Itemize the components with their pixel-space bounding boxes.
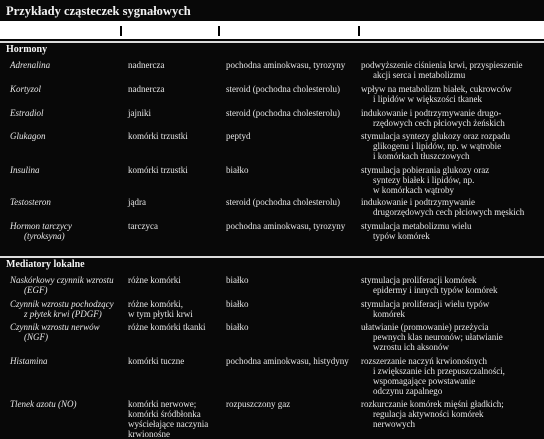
- cell-line: akcji serca i metabolizmu: [373, 70, 466, 80]
- molecule-name: [10, 60, 122, 70]
- chemical-type-cell: [226, 221, 360, 231]
- molecule-name: [10, 275, 122, 295]
- cell-line: pochodna aminokwasu, tyrozyny: [226, 221, 346, 231]
- cell-line: Glukagon: [10, 131, 46, 141]
- cell-line: indukowanie i podtrzymywanie: [361, 197, 475, 207]
- cell-line: Kortyzol: [10, 84, 42, 94]
- table-title: Przykłady cząsteczek sygnałowych: [6, 4, 191, 18]
- cell-line: Adrenalina: [10, 60, 51, 70]
- molecule-name: [10, 322, 122, 342]
- source-cell: [128, 322, 222, 332]
- cell-line: komórki trzustki: [128, 131, 188, 141]
- source-cell: [128, 165, 222, 175]
- cell-line: Hormon tarczycy: [10, 221, 72, 231]
- chemical-type-cell: [226, 299, 360, 309]
- molecule-name: [10, 356, 122, 366]
- cell-line: różne komórki: [128, 275, 181, 285]
- section-divider: [0, 256, 544, 258]
- cell-line: nadnercza: [128, 60, 165, 70]
- source-cell: [128, 221, 222, 231]
- cell-line: z płytek krwi (PDGF): [24, 309, 102, 319]
- cell-line: odczynu zapalnego: [373, 386, 443, 396]
- cell-line: Histamina: [10, 356, 48, 366]
- cell-line: Testosteron: [10, 197, 51, 207]
- cell-line: wzrostu ich aksonów: [373, 342, 449, 352]
- cell-line: typów komórek: [373, 231, 430, 241]
- cell-line: jądra: [128, 197, 146, 207]
- effect-cell: [361, 84, 541, 104]
- section-heading: Mediatory lokalne: [6, 259, 85, 270]
- cell-line: drugorzędowych cech płciowych męskich: [373, 207, 525, 217]
- molecule-name: [10, 399, 122, 409]
- cell-line: białko: [226, 322, 249, 332]
- cell-line: Naskórkowy czynnik wzrostu: [10, 275, 114, 285]
- cell-line: wpływ na metabolizm białek, cukrowców: [361, 84, 512, 94]
- effect-cell: [361, 221, 541, 241]
- source-cell: [128, 131, 222, 141]
- effect-cell: [361, 165, 541, 195]
- cell-line: glikogenu i lipidów, np. w wątrobie: [373, 141, 502, 151]
- cell-line: (EGF): [24, 285, 48, 295]
- cell-line: w komórkach wątroby: [373, 185, 454, 195]
- cell-line: wyściełające naczynia: [128, 419, 209, 429]
- source-cell: [128, 275, 222, 285]
- cell-line: komórki tuczne: [128, 356, 185, 366]
- cell-line: ułatwianie (promowanie) przeżycia: [361, 322, 489, 332]
- chemical-type-cell: [226, 275, 360, 285]
- cell-line: peptyd: [226, 131, 251, 141]
- effect-cell: [361, 299, 541, 319]
- column-header-bar: [0, 21, 544, 39]
- cell-line: Czynnik wzrostu nerwów: [10, 322, 100, 332]
- cell-line: stymulacja metabolizmu wielu: [361, 221, 472, 231]
- cell-line: pochodna aminokwasu, tyrozyny: [226, 60, 346, 70]
- source-cell: [128, 399, 222, 439]
- cell-line: komórki nerwowe;: [128, 399, 197, 409]
- molecule-name: [10, 84, 122, 94]
- cell-line: stymulacja pobierania glukozy oraz: [361, 165, 490, 175]
- chemical-type-cell: [226, 131, 360, 141]
- cell-line: podwyższenie ciśnienia krwi, przyspieszenie: [361, 60, 523, 70]
- cell-line: steroid (pochodna cholesterolu): [226, 197, 340, 207]
- source-cell: [128, 108, 222, 118]
- cell-line: komórki śródbłonka: [128, 409, 201, 419]
- cell-line: komórek: [373, 309, 405, 319]
- cell-line: nadnercza: [128, 84, 165, 94]
- effect-cell: [361, 399, 541, 429]
- cell-line: i zwiększanie ich przepuszczalności,: [373, 366, 505, 376]
- chemical-type-cell: [226, 356, 360, 366]
- cell-line: indukowanie i podtrzymywanie drugo-: [361, 108, 502, 118]
- section-divider: [0, 41, 544, 43]
- cell-line: pochodna aminokwasu, histydyny: [226, 356, 349, 366]
- cell-line: tarczyca: [128, 221, 158, 231]
- source-cell: [128, 197, 222, 207]
- chemical-type-cell: [226, 108, 360, 118]
- chemical-type-cell: [226, 197, 360, 207]
- column-separator: [358, 26, 360, 36]
- effect-cell: [361, 108, 541, 128]
- chemical-type-cell: [226, 399, 360, 409]
- effect-cell: [361, 322, 541, 352]
- cell-line: (tyroksyna): [24, 231, 65, 241]
- effect-cell: [361, 197, 541, 217]
- cell-line: stymulacja proliferacji wielu typów: [361, 299, 490, 309]
- cell-line: steroid (pochodna cholesterolu): [226, 84, 340, 94]
- molecule-name: [10, 299, 122, 319]
- cell-line: i lipidów w większości tkanek: [373, 94, 482, 104]
- chemical-type-cell: [226, 322, 360, 332]
- column-separator: [120, 26, 122, 36]
- cell-line: jajniki: [128, 108, 151, 118]
- source-cell: [128, 84, 222, 94]
- cell-line: regulacja aktywności komórek: [373, 409, 484, 419]
- source-cell: [128, 60, 222, 70]
- cell-line: wspomagające powstawanie: [373, 376, 476, 386]
- cell-line: pewnych klas neuronów; ułatwianie: [373, 332, 503, 342]
- cell-line: syntezy białek i lipidów, np.: [373, 175, 475, 185]
- cell-line: rozkurczanie komórek mięśni gładkich;: [361, 399, 504, 409]
- section-heading: Hormony: [6, 44, 48, 55]
- cell-line: nerwowych: [373, 419, 415, 429]
- column-separator: [218, 26, 220, 36]
- molecule-name: [10, 108, 122, 118]
- cell-line: w tym płytki krwi: [128, 309, 193, 319]
- cell-line: krwionośne: [128, 429, 170, 439]
- effect-cell: [361, 131, 541, 161]
- cell-line: Tlenek azotu (NO): [10, 399, 77, 409]
- cell-line: (NGF): [24, 332, 48, 342]
- cell-line: rozpuszczony gaz: [226, 399, 291, 409]
- effect-cell: [361, 275, 541, 295]
- effect-cell: [361, 356, 541, 396]
- cell-line: białko: [226, 275, 249, 285]
- cell-line: steroid (pochodna cholesterolu): [226, 108, 340, 118]
- cell-line: Czynnik wzrostu pochodzący: [10, 299, 114, 309]
- effect-cell: [361, 60, 541, 80]
- cell-line: Estradiol: [10, 108, 44, 118]
- chemical-type-cell: [226, 165, 360, 175]
- molecule-name: [10, 165, 122, 175]
- cell-line: Insulina: [10, 165, 40, 175]
- source-cell: [128, 356, 222, 366]
- cell-line: i komórkach tłuszczowych: [373, 151, 470, 161]
- cell-line: białko: [226, 299, 249, 309]
- source-cell: [128, 299, 222, 319]
- chemical-type-cell: [226, 84, 360, 94]
- cell-line: epidermy i innych typów komórek: [373, 285, 498, 295]
- cell-line: rzędowych cech płciowych żeńskich: [373, 118, 505, 128]
- cell-line: komórki trzustki: [128, 165, 188, 175]
- cell-line: rozszerzanie naczyń krwionośnych: [361, 356, 487, 366]
- molecule-name: [10, 197, 122, 207]
- cell-line: różne komórki tkanki: [128, 322, 206, 332]
- cell-line: różne komórki,: [128, 299, 183, 309]
- molecule-name: [10, 221, 122, 241]
- cell-line: stymulacja syntezy glukozy oraz rozpadu: [361, 131, 510, 141]
- cell-line: białko: [226, 165, 249, 175]
- cell-line: stymulacja proliferacji komórek: [361, 275, 477, 285]
- chemical-type-cell: [226, 60, 360, 70]
- molecule-name: [10, 131, 122, 141]
